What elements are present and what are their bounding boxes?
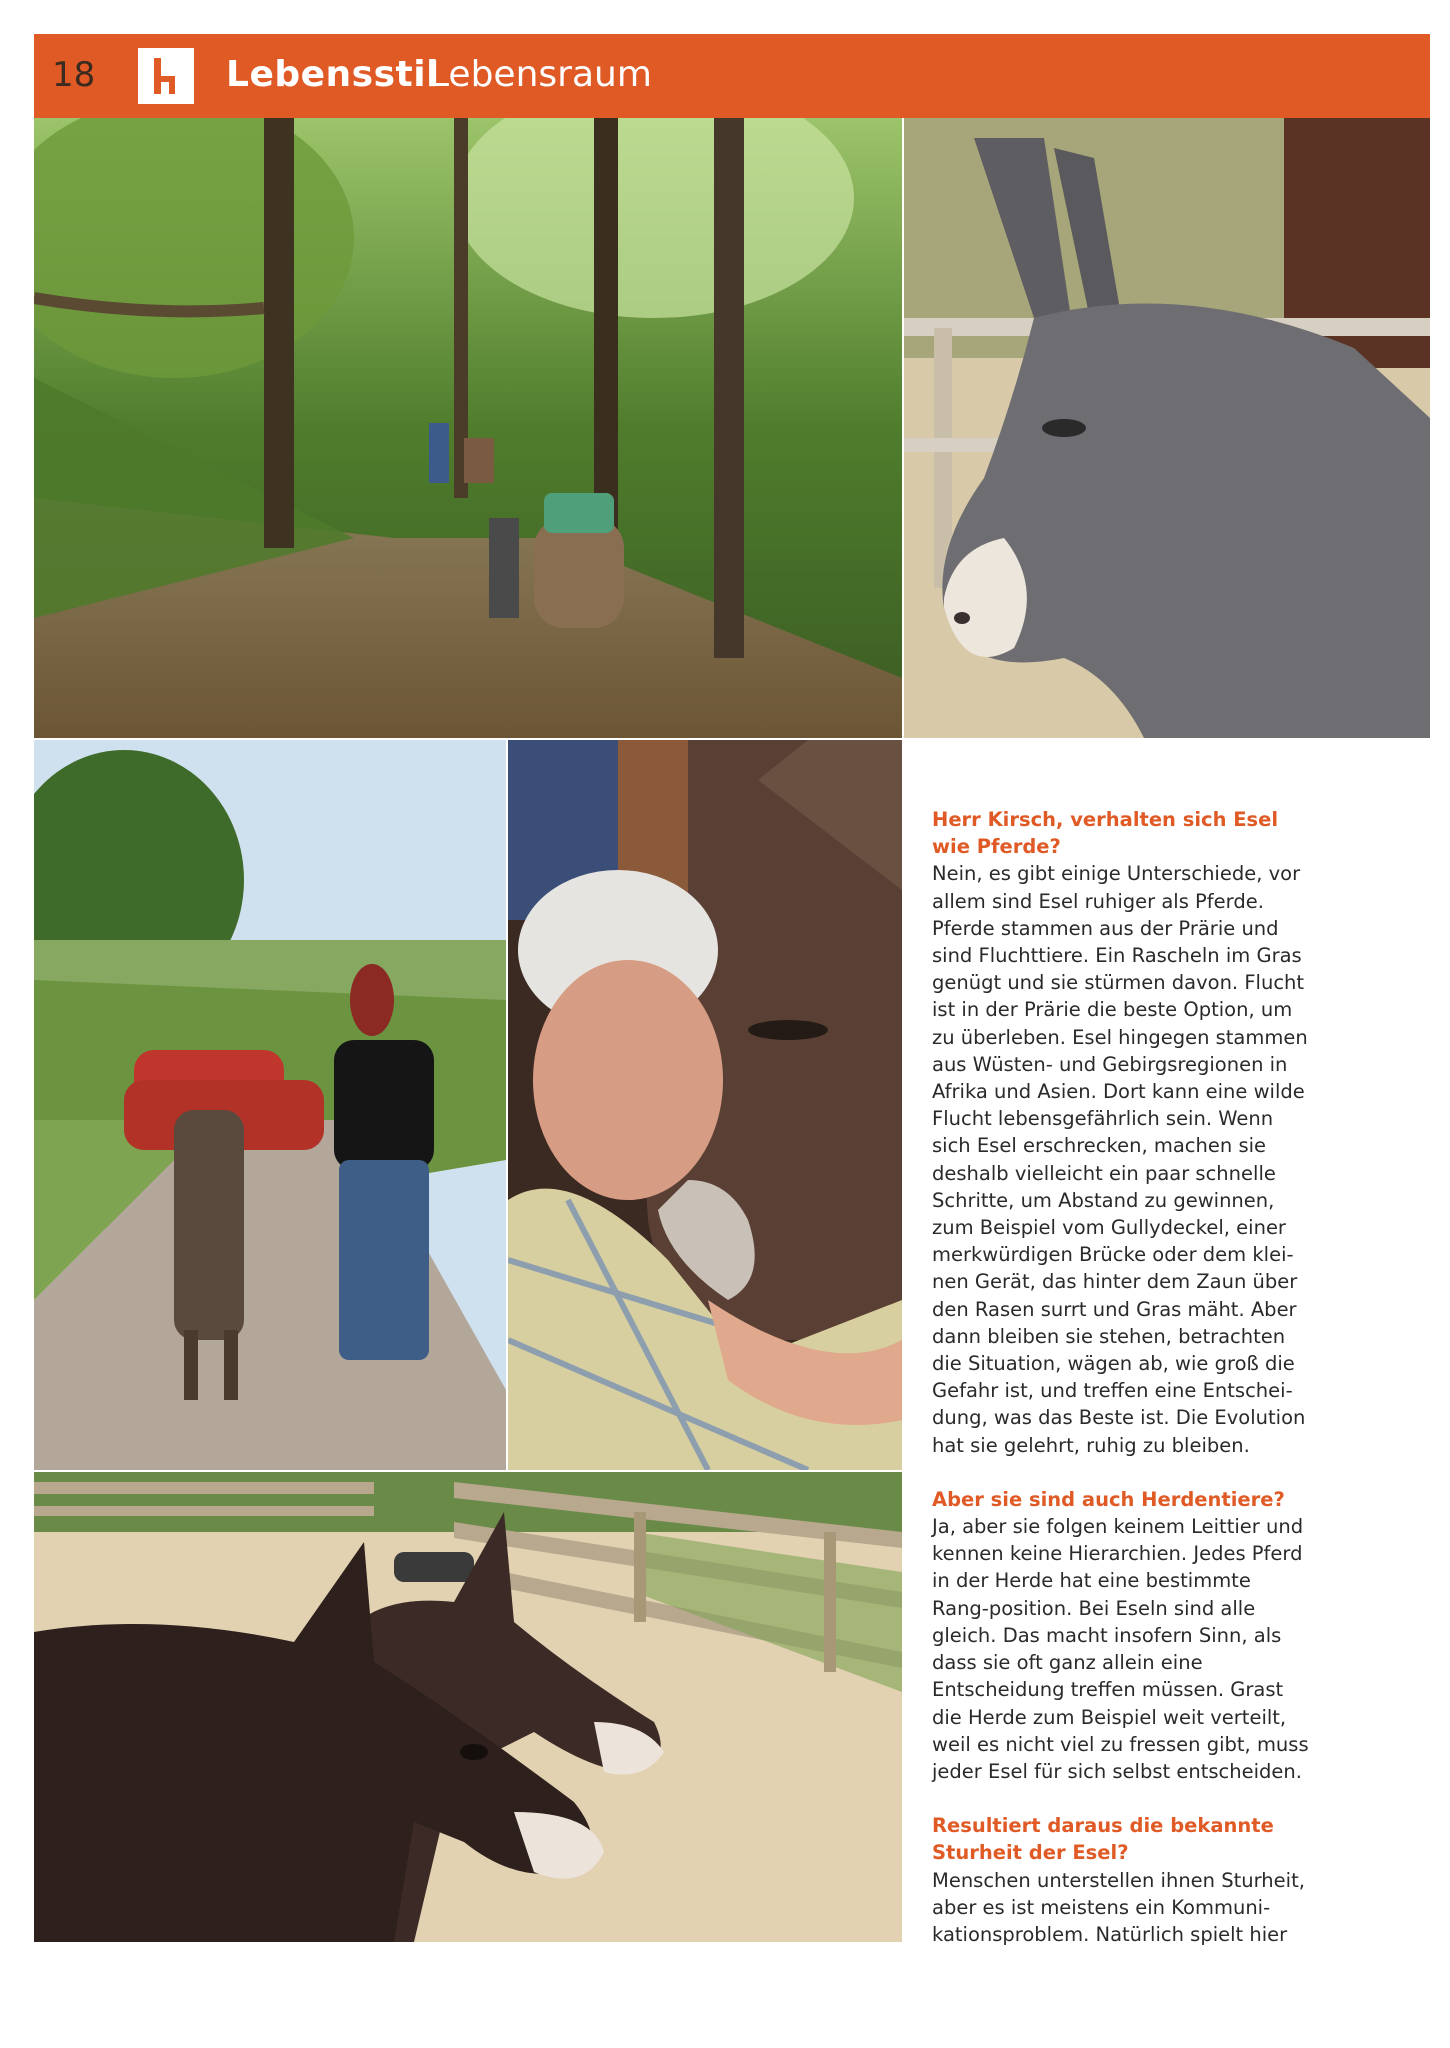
page-header bbox=[34, 34, 1430, 118]
interview-text bbox=[932, 806, 1312, 1975]
interview-answer: Menschen unterstellen ihnen Sturheit, aber es ist meistens ein Kommuni-kationsproblem. Natürlich spielt hier bbox=[932, 1868, 1305, 1946]
subsection-title: Lebensraum bbox=[429, 54, 652, 95]
chair-icon bbox=[138, 48, 194, 104]
interview-question: Resultiert daraus die bekannte Sturheit der Esel? bbox=[932, 1814, 1274, 1865]
page-number: 18 bbox=[52, 55, 96, 95]
donkey-portrait-photo bbox=[904, 118, 1430, 738]
interview-question: Herr Kirsch, verhalten sich Esel wie Pferde? bbox=[932, 808, 1279, 859]
interview-answer: Nein, es gibt einige Unterschiede, vor allem sind Esel ruhiger als Pferde. Pferde stammen aus der Prärie und sind Fluchttiere. Ein Rascheln im Gras genügt und sie stürmen davon. Flucht ist in der Prärie die beste Option, um zu überleben. Esel hingegen stammen aus Wüsten- und Gebirgsregionen in Afrika und Asien. Dort kann eine wilde Flucht lebensgefährlich sein. Wenn sich Esel erschrecken, machen sie deshalb vielleicht ein paar schnelle Schritte, um Abstand zu gewinnen, zum Beispiel vom Gullydeckel, einer merkwürdigen Brücke oder dem klei-nen Gerät, das hinter dem Zaun über den Rasen surrt und Gras mäht. Aber dann bleiben sie stehen, betrachten die Situation, wägen ab, wie groß die Gefahr ist, und treffen eine Entschei-dung, was das Beste ist. Die Evolution hat sie gelehrt, ruhig zu bleiben. bbox=[932, 862, 1308, 1457]
interview-question: Aber sie sind auch Herdentiere? bbox=[932, 1487, 1285, 1511]
two-donkeys-photo bbox=[34, 1472, 902, 1942]
man-hugging-donkey-photo bbox=[508, 740, 902, 1470]
qa-block bbox=[932, 1812, 1312, 1948]
section-title: Lebensstil bbox=[226, 54, 439, 95]
qa-block bbox=[932, 806, 1312, 1459]
forest-trail-photo bbox=[34, 118, 902, 738]
road-walk-photo bbox=[34, 740, 506, 1470]
qa-block bbox=[932, 1486, 1312, 1785]
interview-answer: Ja, aber sie folgen keinem Leittier und kennen keine Hierarchien. Jedes Pferd in der Herde hat eine bestimmte Rang-position. Bei Eseln sind alle gleich. Das macht insofern Sinn, als dass sie oft ganz allein eine Entscheidung treffen müssen. Grast die Herde zum Beispiel weit verteilt, weil es nicht viel zu fressen gibt, muss jeder Esel für sich selbst entscheiden. bbox=[932, 1515, 1309, 1783]
